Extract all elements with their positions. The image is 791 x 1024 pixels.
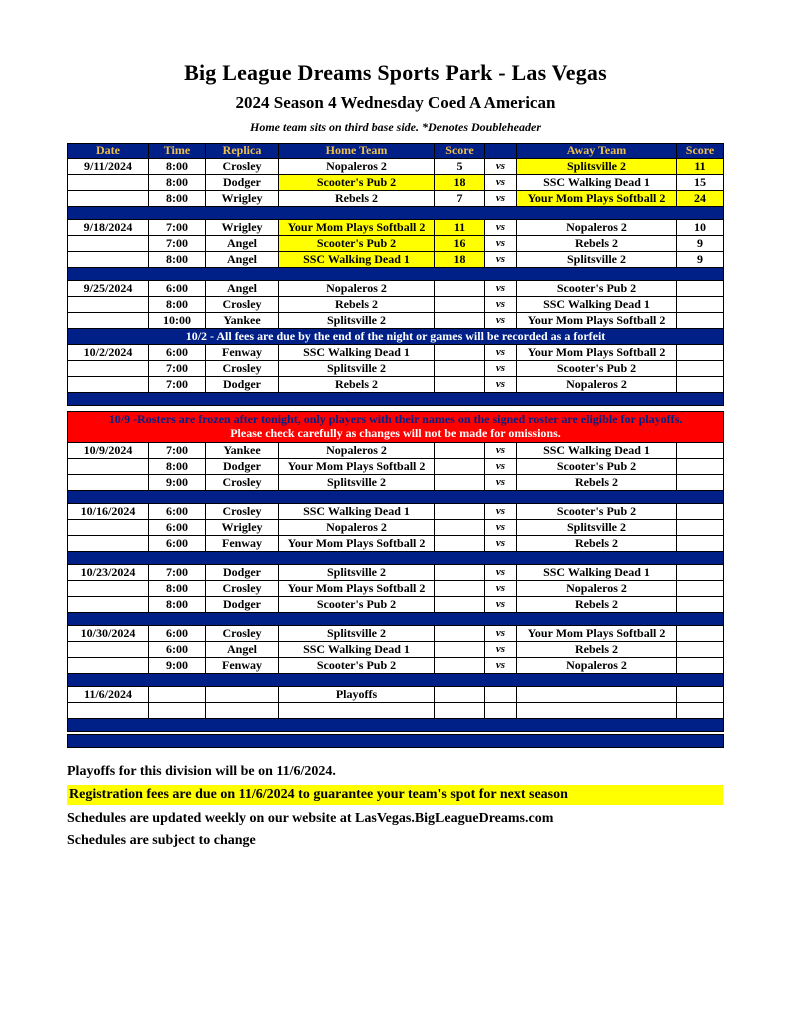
away-team: Nopaleros 2 bbox=[517, 657, 677, 673]
away-score bbox=[677, 458, 724, 474]
game-date: 10/16/2024 bbox=[68, 503, 149, 519]
home-team: SSC Walking Dead 1 bbox=[279, 345, 435, 361]
roster-warning-line2: Please check carefully as changes will not be made for omissions. bbox=[230, 425, 561, 440]
separator-row bbox=[68, 551, 724, 564]
game-time: 6:00 bbox=[149, 503, 206, 519]
game-replica: Crosley bbox=[206, 297, 279, 313]
home-score: 16 bbox=[435, 236, 485, 252]
game-replica: Crosley bbox=[206, 580, 279, 596]
game-replica: Yankee bbox=[206, 442, 279, 458]
game-replica: Crosley bbox=[206, 361, 279, 377]
empty-cell bbox=[206, 702, 279, 718]
home-team: Scooter's Pub 2 bbox=[279, 657, 435, 673]
vs-label: vs bbox=[485, 361, 517, 377]
away-team: Your Mom Plays Softball 2 bbox=[517, 191, 677, 207]
vs-label: vs bbox=[485, 175, 517, 191]
home-score bbox=[435, 596, 485, 612]
away-score bbox=[677, 474, 724, 490]
home-score: 11 bbox=[435, 220, 485, 236]
home-score bbox=[435, 361, 485, 377]
away-score: 24 bbox=[677, 191, 724, 207]
away-score: 10 bbox=[677, 220, 724, 236]
game-time: 8:00 bbox=[149, 191, 206, 207]
away-team: Scooter's Pub 2 bbox=[517, 361, 677, 377]
game-replica: Yankee bbox=[206, 313, 279, 329]
game-replica: Fenway bbox=[206, 345, 279, 361]
home-score: 18 bbox=[435, 252, 485, 268]
blank-row bbox=[68, 702, 724, 718]
vs-label: vs bbox=[485, 345, 517, 361]
game-date bbox=[68, 236, 149, 252]
game-row bbox=[68, 297, 724, 313]
away-score: 9 bbox=[677, 252, 724, 268]
game-time: 7:00 bbox=[149, 377, 206, 393]
away-team: SSC Walking Dead 1 bbox=[517, 442, 677, 458]
away-score bbox=[677, 297, 724, 313]
home-team: Rebels 2 bbox=[279, 191, 435, 207]
table-header-row bbox=[68, 144, 724, 159]
game-time: 8:00 bbox=[149, 175, 206, 191]
game-replica: Wrigley bbox=[206, 220, 279, 236]
vs-label: vs bbox=[485, 281, 517, 297]
game-time: 8:00 bbox=[149, 458, 206, 474]
empty-cell bbox=[485, 702, 517, 718]
playoffs-note: Playoffs for this division will be on 11/6/2024. bbox=[67, 763, 336, 779]
away-team: Rebels 2 bbox=[517, 535, 677, 551]
empty-cell bbox=[279, 702, 435, 718]
home-team: SSC Walking Dead 1 bbox=[279, 252, 435, 268]
home-team: Nopaleros 2 bbox=[279, 519, 435, 535]
website-note: Schedules are updated weekly on our website at LasVegas.BigLeagueDreams.com bbox=[67, 810, 554, 826]
home-score bbox=[435, 564, 485, 580]
game-date bbox=[68, 313, 149, 329]
game-date bbox=[68, 657, 149, 673]
game-date: 10/2/2024 bbox=[68, 345, 149, 361]
game-row bbox=[68, 474, 724, 490]
game-date bbox=[68, 377, 149, 393]
home-team: Splitsville 2 bbox=[279, 474, 435, 490]
vs-label: vs bbox=[485, 596, 517, 612]
game-date bbox=[68, 297, 149, 313]
col-header-home: Home Team bbox=[279, 144, 435, 159]
game-date: 10/23/2024 bbox=[68, 564, 149, 580]
vs-label: vs bbox=[485, 535, 517, 551]
away-score bbox=[677, 503, 724, 519]
away-score bbox=[677, 625, 724, 641]
roster-warning bbox=[68, 412, 724, 443]
separator-row bbox=[68, 673, 724, 686]
game-row bbox=[68, 657, 724, 673]
game-date bbox=[68, 458, 149, 474]
vs-label: vs bbox=[485, 657, 517, 673]
away-team: Your Mom Plays Softball 2 bbox=[517, 313, 677, 329]
game-date: 10/9/2024 bbox=[68, 442, 149, 458]
separator-row bbox=[68, 718, 724, 731]
game-replica: Dodger bbox=[206, 377, 279, 393]
roster-warning-row bbox=[68, 412, 724, 443]
home-score bbox=[435, 297, 485, 313]
separator-bar bbox=[68, 268, 724, 281]
home-score: 7 bbox=[435, 191, 485, 207]
home-score bbox=[435, 377, 485, 393]
away-team: Your Mom Plays Softball 2 bbox=[517, 345, 677, 361]
game-row bbox=[68, 519, 724, 535]
game-date: 10/30/2024 bbox=[68, 625, 149, 641]
home-score bbox=[435, 281, 485, 297]
vs-label: vs bbox=[485, 252, 517, 268]
empty-cell bbox=[149, 702, 206, 718]
away-team: Splitsville 2 bbox=[517, 519, 677, 535]
empty-cell bbox=[517, 686, 677, 702]
separator-row bbox=[68, 268, 724, 281]
game-row bbox=[68, 313, 724, 329]
col-header-date: Date bbox=[68, 144, 149, 159]
home-team: Nopaleros 2 bbox=[279, 159, 435, 175]
game-date bbox=[68, 580, 149, 596]
away-score bbox=[677, 377, 724, 393]
game-date bbox=[68, 252, 149, 268]
away-team: Splitsville 2 bbox=[517, 159, 677, 175]
home-score: 18 bbox=[435, 175, 485, 191]
separator-bar bbox=[68, 490, 724, 503]
game-time: 8:00 bbox=[149, 297, 206, 313]
game-date bbox=[68, 641, 149, 657]
subject-to-change-note: Schedules are subject to change bbox=[67, 833, 256, 849]
home-score bbox=[435, 580, 485, 596]
away-score bbox=[677, 657, 724, 673]
away-score bbox=[677, 281, 724, 297]
col-header-score-away: Score bbox=[677, 144, 724, 159]
game-row bbox=[68, 236, 724, 252]
separator-bar bbox=[68, 207, 724, 220]
vs-label: vs bbox=[485, 442, 517, 458]
game-time: 6:00 bbox=[149, 535, 206, 551]
game-row bbox=[68, 191, 724, 207]
vs-label: vs bbox=[485, 236, 517, 252]
home-team: Splitsville 2 bbox=[279, 361, 435, 377]
game-row bbox=[68, 503, 724, 519]
game-date: 9/18/2024 bbox=[68, 220, 149, 236]
home-score bbox=[435, 474, 485, 490]
away-team: Rebels 2 bbox=[517, 236, 677, 252]
away-score: 9 bbox=[677, 236, 724, 252]
vs-label: vs bbox=[485, 159, 517, 175]
game-time: 8:00 bbox=[149, 596, 206, 612]
game-replica: Crosley bbox=[206, 503, 279, 519]
game-replica: Angel bbox=[206, 281, 279, 297]
home-score bbox=[435, 519, 485, 535]
separator-row bbox=[68, 393, 724, 406]
separator-bar bbox=[68, 734, 724, 747]
empty-cell bbox=[68, 702, 149, 718]
game-replica: Fenway bbox=[206, 535, 279, 551]
game-row bbox=[68, 564, 724, 580]
vs-label: vs bbox=[485, 625, 517, 641]
game-time: 6:00 bbox=[149, 625, 206, 641]
away-score bbox=[677, 596, 724, 612]
game-replica: Wrigley bbox=[206, 191, 279, 207]
col-header-replica: Replica bbox=[206, 144, 279, 159]
away-team: SSC Walking Dead 1 bbox=[517, 297, 677, 313]
page-title: Big League Dreams Sports Park - Las Vegas bbox=[184, 60, 607, 85]
away-score bbox=[677, 519, 724, 535]
game-time: 6:00 bbox=[149, 281, 206, 297]
game-time: 7:00 bbox=[149, 236, 206, 252]
page-subtitle: 2024 Season 4 Wednesday Coed A American bbox=[235, 93, 556, 112]
game-replica: Fenway bbox=[206, 657, 279, 673]
away-team: Rebels 2 bbox=[517, 474, 677, 490]
home-score: 5 bbox=[435, 159, 485, 175]
away-score: 15 bbox=[677, 175, 724, 191]
col-header-vs bbox=[485, 144, 517, 159]
home-team-note: Home team sits on third base side. *Denotes Doubleheader bbox=[250, 120, 541, 134]
away-team: SSC Walking Dead 1 bbox=[517, 564, 677, 580]
game-time: 8:00 bbox=[149, 252, 206, 268]
away-score bbox=[677, 361, 724, 377]
away-team: Nopaleros 2 bbox=[517, 377, 677, 393]
game-replica: Angel bbox=[206, 641, 279, 657]
home-team: Scooter's Pub 2 bbox=[279, 175, 435, 191]
home-team: Scooter's Pub 2 bbox=[279, 236, 435, 252]
game-date bbox=[68, 535, 149, 551]
away-score: 11 bbox=[677, 159, 724, 175]
home-team: Splitsville 2 bbox=[279, 313, 435, 329]
empty-cell bbox=[149, 686, 206, 702]
playoffs-date: 11/6/2024 bbox=[68, 686, 149, 702]
game-date bbox=[68, 361, 149, 377]
game-time: 7:00 bbox=[149, 442, 206, 458]
game-time: 9:00 bbox=[149, 657, 206, 673]
empty-cell bbox=[517, 702, 677, 718]
away-team: Scooter's Pub 2 bbox=[517, 503, 677, 519]
away-score bbox=[677, 345, 724, 361]
home-team: Splitsville 2 bbox=[279, 625, 435, 641]
game-row bbox=[68, 220, 724, 236]
vs-label: vs bbox=[485, 641, 517, 657]
vs-label: vs bbox=[485, 297, 517, 313]
separator-bar bbox=[68, 551, 724, 564]
home-score bbox=[435, 458, 485, 474]
game-time: 8:00 bbox=[149, 159, 206, 175]
notice-row bbox=[68, 329, 724, 345]
game-replica: Wrigley bbox=[206, 519, 279, 535]
empty-cell bbox=[485, 686, 517, 702]
home-team: Rebels 2 bbox=[279, 377, 435, 393]
game-time: 6:00 bbox=[149, 519, 206, 535]
col-header-time: Time bbox=[149, 144, 206, 159]
home-score bbox=[435, 641, 485, 657]
game-row bbox=[68, 159, 724, 175]
home-team: Rebels 2 bbox=[279, 297, 435, 313]
game-date: 9/25/2024 bbox=[68, 281, 149, 297]
away-score bbox=[677, 535, 724, 551]
vs-label: vs bbox=[485, 458, 517, 474]
game-row bbox=[68, 252, 724, 268]
game-date bbox=[68, 191, 149, 207]
game-time: 7:00 bbox=[149, 361, 206, 377]
col-header-away: Away Team bbox=[517, 144, 677, 159]
game-row bbox=[68, 361, 724, 377]
vs-label: vs bbox=[485, 191, 517, 207]
game-time: 7:00 bbox=[149, 220, 206, 236]
away-team: Splitsville 2 bbox=[517, 252, 677, 268]
game-time: 6:00 bbox=[149, 641, 206, 657]
game-row bbox=[68, 345, 724, 361]
away-team: Your Mom Plays Softball 2 bbox=[517, 625, 677, 641]
empty-cell bbox=[435, 702, 485, 718]
home-team: Nopaleros 2 bbox=[279, 442, 435, 458]
playoffs-row bbox=[68, 686, 724, 702]
away-score bbox=[677, 313, 724, 329]
home-score bbox=[435, 313, 485, 329]
registration-fees-note: Registration fees are due on 11/6/2024 to guarantee your team's spot for next season bbox=[67, 785, 723, 805]
game-date bbox=[68, 175, 149, 191]
separator-row bbox=[68, 612, 724, 625]
col-header-score-home: Score bbox=[435, 144, 485, 159]
separator-bar bbox=[68, 673, 724, 686]
away-team: Nopaleros 2 bbox=[517, 220, 677, 236]
home-team: Your Mom Plays Softball 2 bbox=[279, 458, 435, 474]
game-replica: Dodger bbox=[206, 458, 279, 474]
away-team: Scooter's Pub 2 bbox=[517, 281, 677, 297]
game-replica: Dodger bbox=[206, 596, 279, 612]
playoffs-label: Playoffs bbox=[279, 686, 435, 702]
vs-label: vs bbox=[485, 313, 517, 329]
game-row bbox=[68, 580, 724, 596]
schedule-table bbox=[67, 143, 724, 748]
game-replica: Dodger bbox=[206, 564, 279, 580]
game-row bbox=[68, 458, 724, 474]
home-team: Scooter's Pub 2 bbox=[279, 596, 435, 612]
home-score bbox=[435, 625, 485, 641]
away-team: Scooter's Pub 2 bbox=[517, 458, 677, 474]
home-team: Splitsville 2 bbox=[279, 564, 435, 580]
separator-row bbox=[68, 734, 724, 747]
schedule-rows bbox=[68, 159, 724, 748]
vs-label: vs bbox=[485, 377, 517, 393]
game-replica: Dodger bbox=[206, 175, 279, 191]
vs-label: vs bbox=[485, 580, 517, 596]
game-replica: Angel bbox=[206, 252, 279, 268]
home-score bbox=[435, 345, 485, 361]
game-replica: Crosley bbox=[206, 625, 279, 641]
footer-notes bbox=[67, 763, 723, 850]
game-replica: Crosley bbox=[206, 474, 279, 490]
game-date bbox=[68, 596, 149, 612]
home-score bbox=[435, 535, 485, 551]
home-team: Your Mom Plays Softball 2 bbox=[279, 220, 435, 236]
vs-label: vs bbox=[485, 564, 517, 580]
game-date bbox=[68, 519, 149, 535]
away-score bbox=[677, 641, 724, 657]
home-team: SSC Walking Dead 1 bbox=[279, 641, 435, 657]
game-replica: Angel bbox=[206, 236, 279, 252]
home-score bbox=[435, 657, 485, 673]
away-team: Rebels 2 bbox=[517, 641, 677, 657]
game-row bbox=[68, 641, 724, 657]
empty-cell bbox=[206, 686, 279, 702]
game-replica: Crosley bbox=[206, 159, 279, 175]
game-row bbox=[68, 625, 724, 641]
game-row bbox=[68, 175, 724, 191]
game-time: 10:00 bbox=[149, 313, 206, 329]
home-team: Nopaleros 2 bbox=[279, 281, 435, 297]
home-score bbox=[435, 503, 485, 519]
game-date: 9/11/2024 bbox=[68, 159, 149, 175]
vs-label: vs bbox=[485, 503, 517, 519]
separator-row bbox=[68, 490, 724, 503]
game-row bbox=[68, 377, 724, 393]
fees-notice: 10/2 - All fees are due by the end of the night or games will be recorded as a forfeit bbox=[68, 329, 724, 345]
game-date bbox=[68, 474, 149, 490]
empty-cell bbox=[435, 686, 485, 702]
away-score bbox=[677, 442, 724, 458]
separator-bar bbox=[68, 718, 724, 731]
game-row bbox=[68, 596, 724, 612]
away-team: Rebels 2 bbox=[517, 596, 677, 612]
away-score bbox=[677, 580, 724, 596]
game-time: 7:00 bbox=[149, 564, 206, 580]
game-time: 8:00 bbox=[149, 580, 206, 596]
roster-warning-line1: 10/9 -Rosters are frozen after tonight, only players with their names on the signed roster are eligible for playoffs. bbox=[108, 412, 683, 426]
home-team: Your Mom Plays Softball 2 bbox=[279, 535, 435, 551]
separator-bar bbox=[68, 393, 724, 406]
away-team: SSC Walking Dead 1 bbox=[517, 175, 677, 191]
vs-label: vs bbox=[485, 474, 517, 490]
game-time: 6:00 bbox=[149, 345, 206, 361]
empty-cell bbox=[677, 686, 724, 702]
game-time: 9:00 bbox=[149, 474, 206, 490]
game-row bbox=[68, 535, 724, 551]
home-team: Your Mom Plays Softball 2 bbox=[279, 580, 435, 596]
separator-bar bbox=[68, 612, 724, 625]
away-team: Nopaleros 2 bbox=[517, 580, 677, 596]
separator-row bbox=[68, 207, 724, 220]
vs-label: vs bbox=[485, 220, 517, 236]
away-score bbox=[677, 564, 724, 580]
vs-label: vs bbox=[485, 519, 517, 535]
game-row bbox=[68, 281, 724, 297]
home-score bbox=[435, 442, 485, 458]
empty-cell bbox=[677, 702, 724, 718]
game-row bbox=[68, 442, 724, 458]
home-team: SSC Walking Dead 1 bbox=[279, 503, 435, 519]
